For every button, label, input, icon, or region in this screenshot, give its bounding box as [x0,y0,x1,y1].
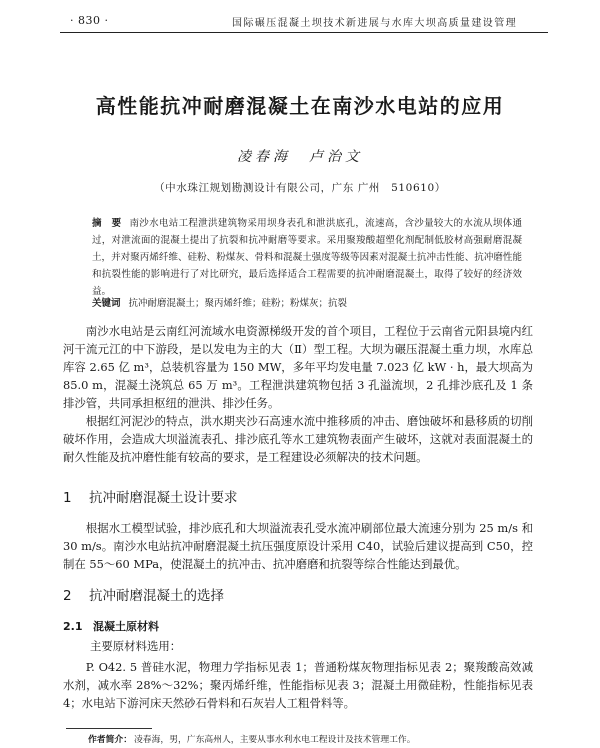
footnote-text: 凌春海，男，广东高州人，主要从事水利水电工程设计及技术管理工作。 [134,735,416,745]
footnote-divider [66,728,152,729]
body-paragraph-3: 根据水工模型试验，排沙底孔和大坝溢流表孔受水流冲刷部位最大流速分别为 25 m/s 和 30 m/s。南沙水电站抗冲耐磨混凝土抗压强度原设计采用 C40，试验后建议提高到 C50，控制在 55～60 MPa，使混凝土的抗冲击、抗冲磨磨和抗裂等综合性能达到最优。 [63,521,533,571]
page-number: · 830 · [70,14,109,27]
section-number: 1 [63,490,72,506]
subsection-title: 混凝土原材料 [93,620,159,633]
subsection-heading-2-1 [63,618,159,634]
subsection-number: 2.1 [63,620,83,633]
footnote-label: 作者简介： [88,735,132,745]
keywords [92,295,522,312]
paper-title: 高性能抗冲耐磨混凝土在南沙水电站的应用 [95,94,505,118]
section-heading-2 [63,584,224,604]
body-paragraph-1: 南沙水电站是云南红河流域水电资源梯级开发的首个项目，工程位于云南省元阳县境内红河干流元江的中下游段，是以发电为主的大（Ⅱ）型工程。大坝为碾压混凝土重力坝，水库总库容 2.65 亿 m³，总装机容量为 150 MW，多年平均发电量 7.023 亿 kW · h，最大坝高为 85.0 m，混凝土浇筑总 65 万 m³。工程泄洪建筑物包括 3 孔溢流坝，2 孔排沙底孔及 1 条排沙管，共同承担枢纽的泄洪、排沙任务。 [63,324,533,410]
section-number: 2 [63,588,72,604]
authors: 凌春海 卢治文 [237,149,363,165]
abstract [92,215,522,300]
abstract-label: 摘 要 [92,218,122,229]
journal-title: 国际碾压混凝土坝技术新进展与水库大坝高质量建设管理 [232,18,517,29]
materials-intro: 主要原材料选用： [90,639,182,653]
section-title: 抗冲耐磨混凝土设计要求 [89,490,238,506]
section-heading-1 [63,486,238,506]
keywords-text: 抗冲耐磨混凝土；聚丙烯纤维；硅粉；粉煤灰；抗裂 [128,298,348,309]
affiliation: （中水珠江规划勘测设计有限公司，广东 广州 510610） [154,182,446,194]
abstract-text: 南沙水电站工程泄洪建筑物采用坝身表孔和泄洪底孔，流速高，含沙量较大的水流从坝体通过，对泄流面的混凝土提出了抗裂和抗冲耐磨等要求。采用聚羧酸超塑化剂配制低胶材高强耐磨混凝土，并对聚丙烯纤维、硅粉、粉煤灰、骨料和混凝土强度等级等因素对混凝土抗冲击性能、抗冲磨性能和抗裂性能的影响进行了对比研究，最后选择适合工程需要的抗冲耐磨混凝土，取得了较好的经济效益。 [92,218,522,297]
section-title: 抗冲耐磨混凝土的选择 [89,588,224,604]
keywords-label: 关键词 [92,298,121,309]
body-paragraph-2: 根据红河泥沙的特点，洪水期夹沙石高速水流中推移质的冲击、磨蚀破坏和悬移质的切削破坏作用，会造成大坝溢流表孔、排沙底孔等水工建筑物表面产生破坏，这就对表面混凝土的耐久性能及抗冲磨性能有较高的要求，是工程建设必须解决的技术问题。 [63,414,533,464]
running-header [60,10,548,33]
author-footnote [88,732,416,745]
body-paragraph-4: P. O42. 5 普硅水泥，物理力学指标见表 1；普通粉煤灰物理指标见表 2；聚羧酸高效减水剂，减水率 28%～32%；聚丙烯纤维，性能指标见表 3；混凝土用微硅粉，性能指标见表 4；水电站下游河床天然砂石骨料和石灰岩人工粗骨料等。 [63,660,533,710]
